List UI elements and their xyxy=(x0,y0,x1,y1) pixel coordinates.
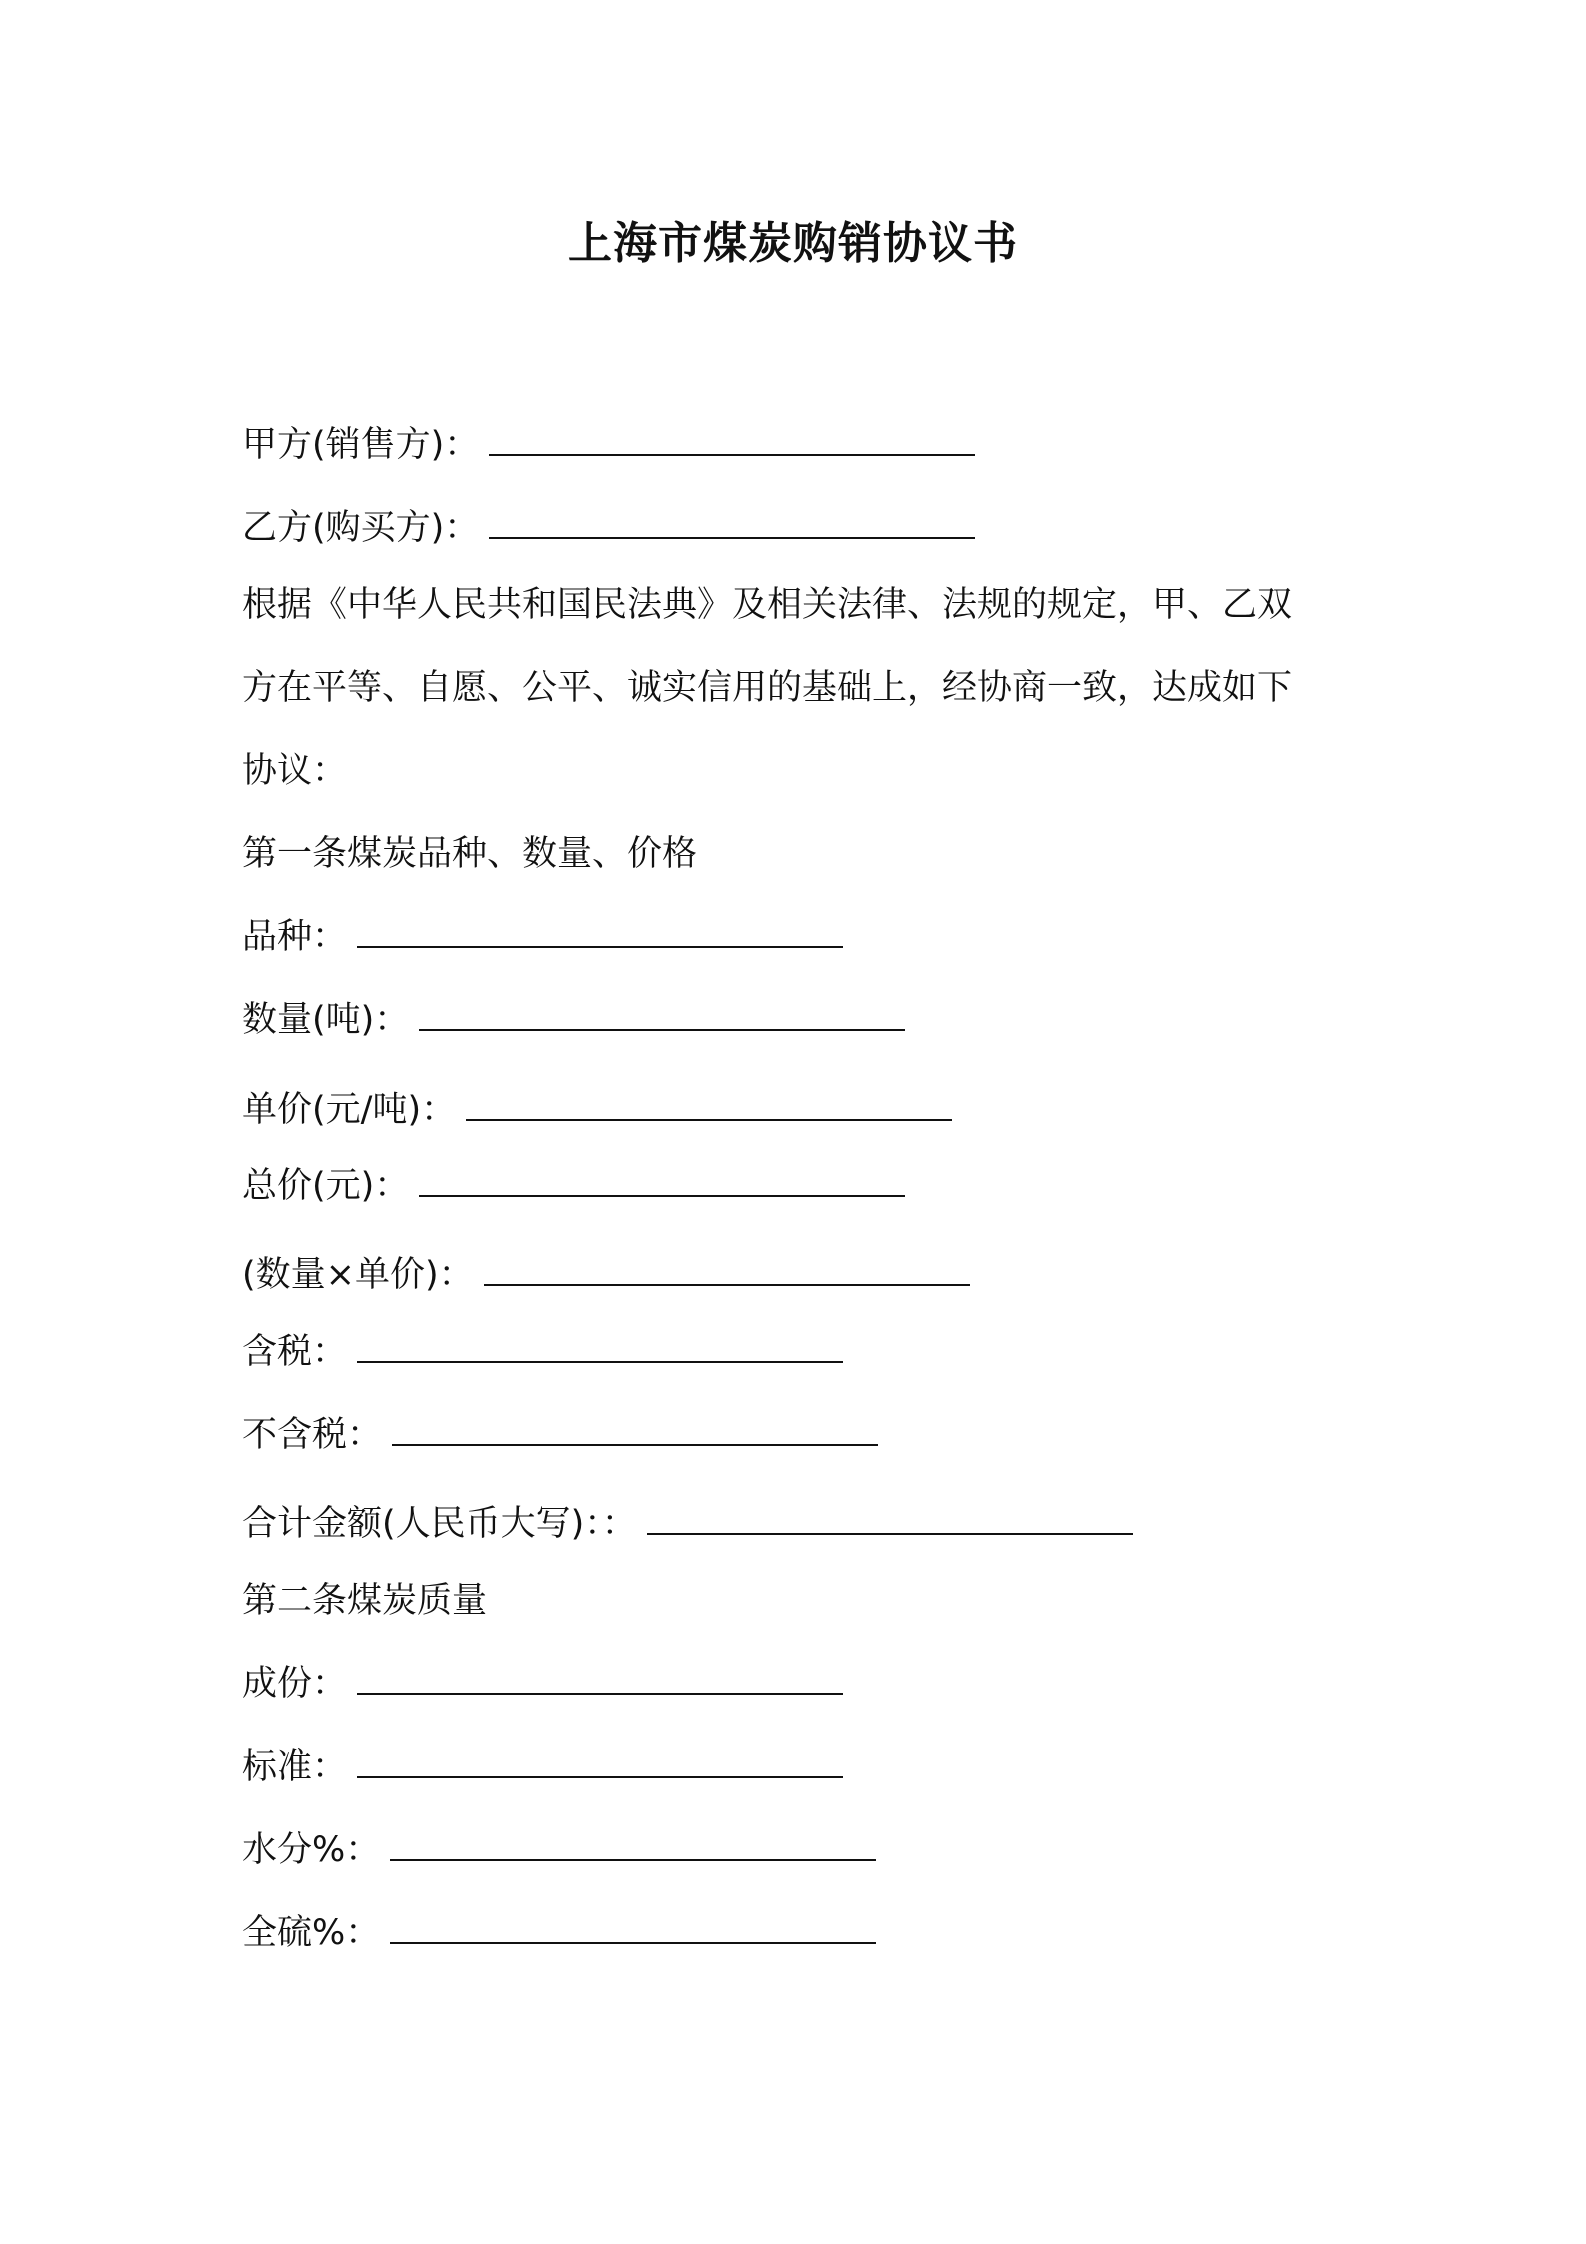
composition-blank[interactable] xyxy=(357,1663,843,1695)
intro-line-1: 根据《中华人民共和国民法典》及相关法律、法规的规定，甲、乙双 xyxy=(242,585,1293,625)
unit-price-label: 单价(元/吨)： xyxy=(242,1090,457,1130)
intro-line-2: 方在平等、自愿、公平、诚实信用的基础上，经协商一致，达成如下 xyxy=(242,668,1293,708)
formula-label: (数量×单价)： xyxy=(242,1255,474,1295)
variety-field xyxy=(242,912,843,962)
moisture-blank[interactable] xyxy=(390,1829,876,1861)
document-title: 上海市煤炭购销协议书 xyxy=(568,218,1018,269)
tax-excluded-blank[interactable] xyxy=(392,1414,878,1446)
party-b-blank[interactable] xyxy=(489,507,975,539)
total-amount-label: 合计金额(人民币大写)：： xyxy=(242,1504,637,1544)
variety-blank[interactable] xyxy=(357,916,843,948)
total-amount-field xyxy=(242,1499,1133,1549)
article-1-heading: 第一条煤炭品种、数量、价格 xyxy=(242,834,698,874)
formula-field xyxy=(242,1250,970,1300)
composition-field xyxy=(242,1659,843,1709)
tax-excluded-label: 不含税： xyxy=(242,1415,383,1455)
article-2-heading: 第二条煤炭质量 xyxy=(242,1581,488,1621)
tax-included-label: 含税： xyxy=(242,1332,348,1372)
standard-blank[interactable] xyxy=(357,1746,843,1778)
composition-label: 成份： xyxy=(242,1664,348,1704)
total-price-blank[interactable] xyxy=(419,1165,905,1197)
quantity-blank[interactable] xyxy=(419,999,905,1031)
party-b-label: 乙方(购买方)： xyxy=(242,508,480,548)
tax-included-field xyxy=(242,1327,843,1377)
party-a-label: 甲方(销售方)： xyxy=(242,425,480,465)
unit-price-blank[interactable] xyxy=(466,1089,952,1121)
party-a-field xyxy=(242,420,975,470)
party-a-blank[interactable] xyxy=(489,424,975,456)
party-b-field xyxy=(242,503,975,553)
sulfur-field xyxy=(242,1908,876,1958)
tax-included-blank[interactable] xyxy=(357,1331,843,1363)
total-price-label: 总价(元)： xyxy=(242,1166,410,1206)
unit-price-field xyxy=(242,1085,952,1135)
total-price-field xyxy=(242,1161,905,1211)
sulfur-label: 全硫%： xyxy=(242,1913,381,1953)
moisture-field xyxy=(242,1825,876,1875)
total-amount-blank[interactable] xyxy=(647,1503,1133,1535)
variety-label: 品种： xyxy=(242,917,348,957)
quantity-label: 数量(吨)： xyxy=(242,1000,410,1040)
sulfur-blank[interactable] xyxy=(390,1912,876,1944)
standard-label: 标准： xyxy=(242,1747,348,1787)
standard-field xyxy=(242,1742,843,1792)
intro-line-3: 协议： xyxy=(242,751,348,791)
moisture-label: 水分%： xyxy=(242,1830,381,1870)
quantity-field xyxy=(242,995,905,1045)
tax-excluded-field xyxy=(242,1410,878,1460)
formula-blank[interactable] xyxy=(484,1254,970,1286)
